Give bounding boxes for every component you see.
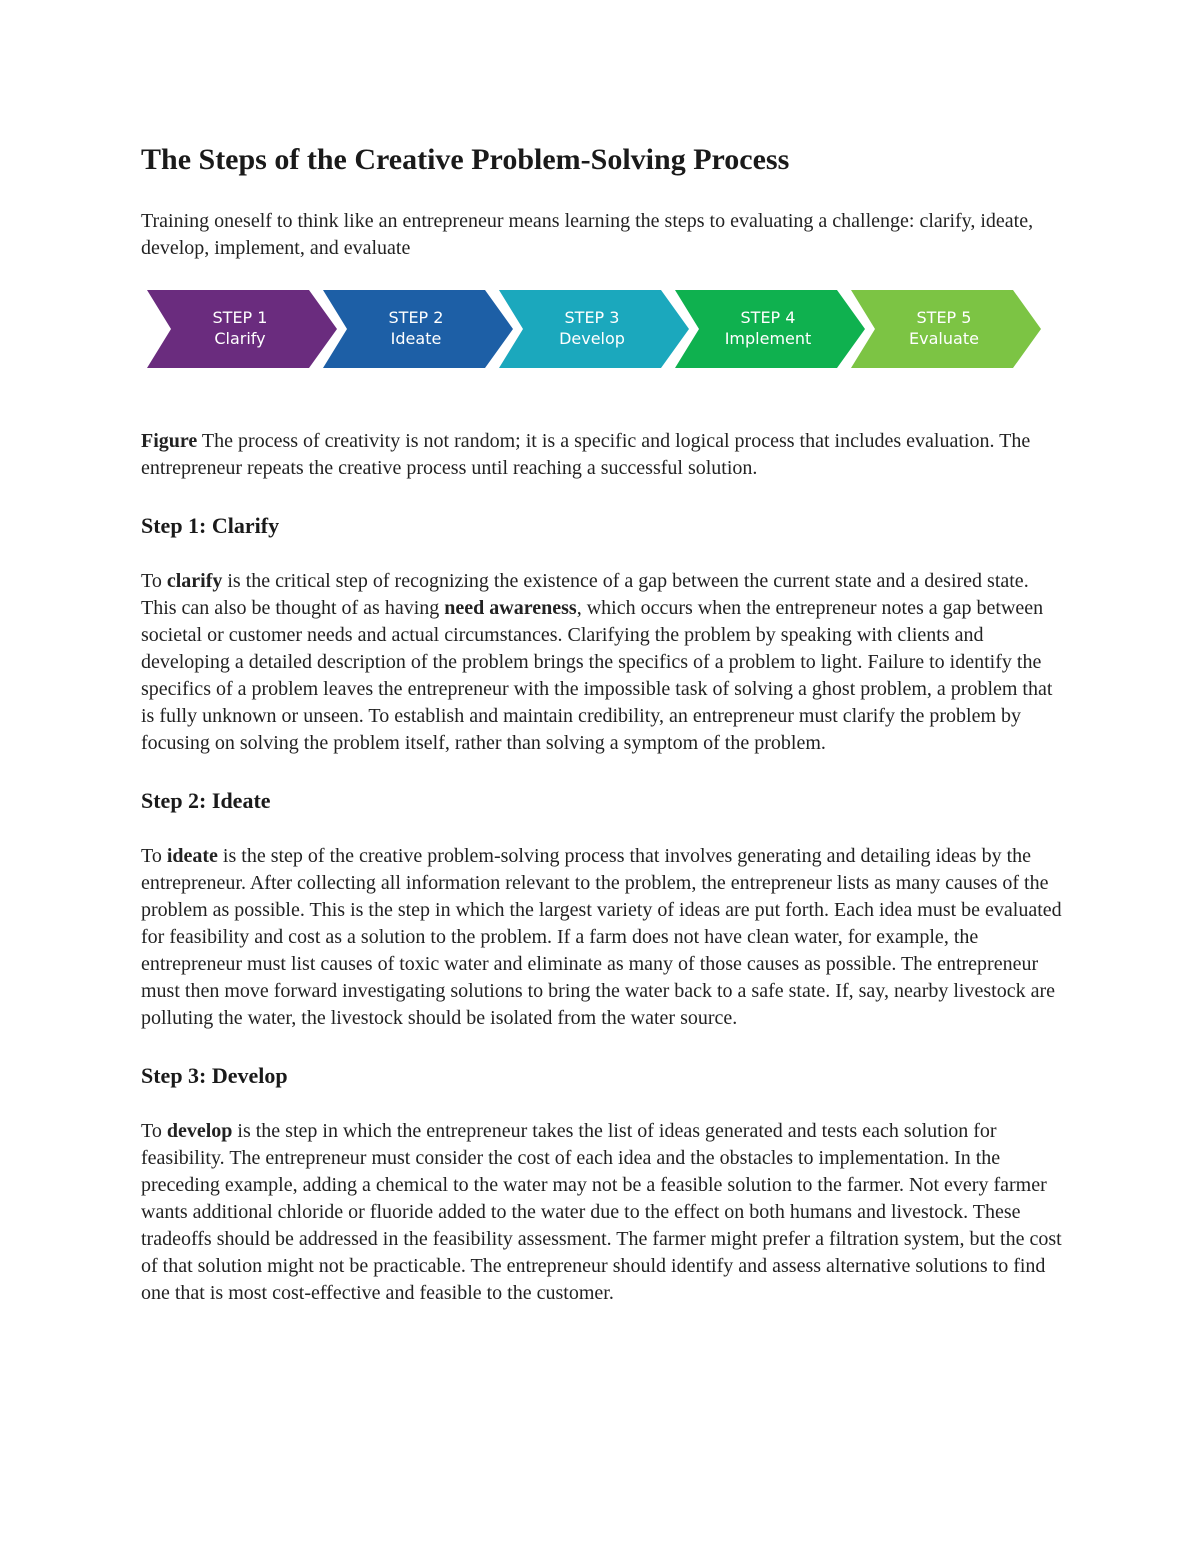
text-run: To (141, 845, 167, 867)
process-steps-diagram (147, 288, 1047, 370)
page-title: The Steps of the Creative Problem-Solving Process (141, 143, 790, 176)
section-paragraph-develop (141, 1118, 1066, 1307)
step-chevron-5 (851, 290, 1041, 368)
section-paragraph-ideate (141, 843, 1066, 1032)
step-name-label: Clarify (214, 329, 266, 348)
section-paragraph-clarify (141, 568, 1066, 757)
intro-paragraph: Training oneself to think like an entrepreneur means learning the steps to evaluating a challenge: clarify, ideate, develop, implement, and evaluate (141, 210, 1034, 259)
section-heading-develop: Step 3: Develop (141, 1063, 288, 1088)
step-number-label: STEP 5 (916, 308, 972, 327)
term-need-awareness: need awareness (444, 597, 577, 619)
step-name-label: Develop (559, 329, 625, 348)
process-steps-figure (141, 288, 1066, 370)
section-heading-ideate: Step 2: Ideate (141, 788, 271, 813)
term-develop: develop (166, 1120, 233, 1142)
text-run: is the critical step of recognizing the existence of a gap between the current state and a desired state. This can also be thought of as having (141, 570, 1029, 619)
step-chevron-3 (499, 290, 689, 368)
step-name-label: Evaluate (909, 329, 979, 348)
step-number-label: STEP 3 (564, 308, 620, 327)
text-run: , which occurs when the entrepreneur notes a gap between societal or customer needs and actual circumstances. Clarifying the problem by speaking with clients and developing a detailed description of the problem brings the specifics of a problem to light. Failure to identify the specifics of a problem leaves the entrepreneur with the impossible task of solving a ghost problem, a problem that is fully unknown or unseen. To establish and maintain credibility, an entrepreneur must clarify the problem by focusing on solving the problem itself, rather than solving a symptom of the problem. (141, 597, 1053, 754)
text-run: is the step of the creative problem-solving process that involves generating and detailing ideas by the entrepreneur. After collecting all information relevant to the problem, the entrepreneur lists as many causes of the problem as possible. This is the step in which the largest variety of ideas are put forth. Each idea must be evaluated for feasibility and cost as a solution to the problem. If a farm does not have clean water, for example, the entrepreneur must list causes of toxic water and eliminate as many of those causes as possible. The entrepreneur must then move forward investigating solutions to bring the water back to a safe state. If, say, nearby livestock are polluting the water, the livestock should be isolated from the water source. (141, 845, 1062, 1029)
term-clarify: clarify (166, 570, 223, 592)
step-number-label: STEP 2 (388, 308, 444, 327)
step-name-label: Ideate (390, 329, 442, 348)
term-ideate: ideate (166, 845, 218, 867)
document-content (141, 140, 1066, 1307)
step-chevron-2 (323, 290, 513, 368)
text-run: To (141, 1120, 167, 1142)
step-name-label: Implement (724, 329, 812, 348)
text-run: To (141, 570, 167, 592)
figure-caption-label: Figure (141, 430, 198, 452)
section-heading-clarify: Step 1: Clarify (141, 513, 280, 538)
step-chevron-4 (675, 290, 865, 368)
step-number-label: STEP 4 (740, 308, 796, 327)
figure-caption (141, 428, 1066, 482)
figure-caption-text: The process of creativity is not random; it is a specific and logical process that includes evaluation. The entrepreneur repeats the creative process until reaching a successful solution. (141, 430, 1031, 479)
step-chevron-1 (147, 290, 337, 368)
step-number-label: STEP 1 (212, 308, 268, 327)
text-run: is the step in which the entrepreneur takes the list of ideas generated and tests each solution for feasibility. The entrepreneur must consider the cost of each idea and the obstacles to implementation. In the preceding example, adding a chemical to the water may not be a feasible solution to the farmer. Not every farmer wants additional chloride or fluoride added to the water due to the effect on both humans and livestock. These tradeoffs should be addressed in the feasibility assessment. The farmer might prefer a filtration system, but the cost of that solution might not be practicable. The entrepreneur should identify and assess alternative solutions to find one that is most cost-effective and feasible to the customer. (141, 1120, 1062, 1304)
